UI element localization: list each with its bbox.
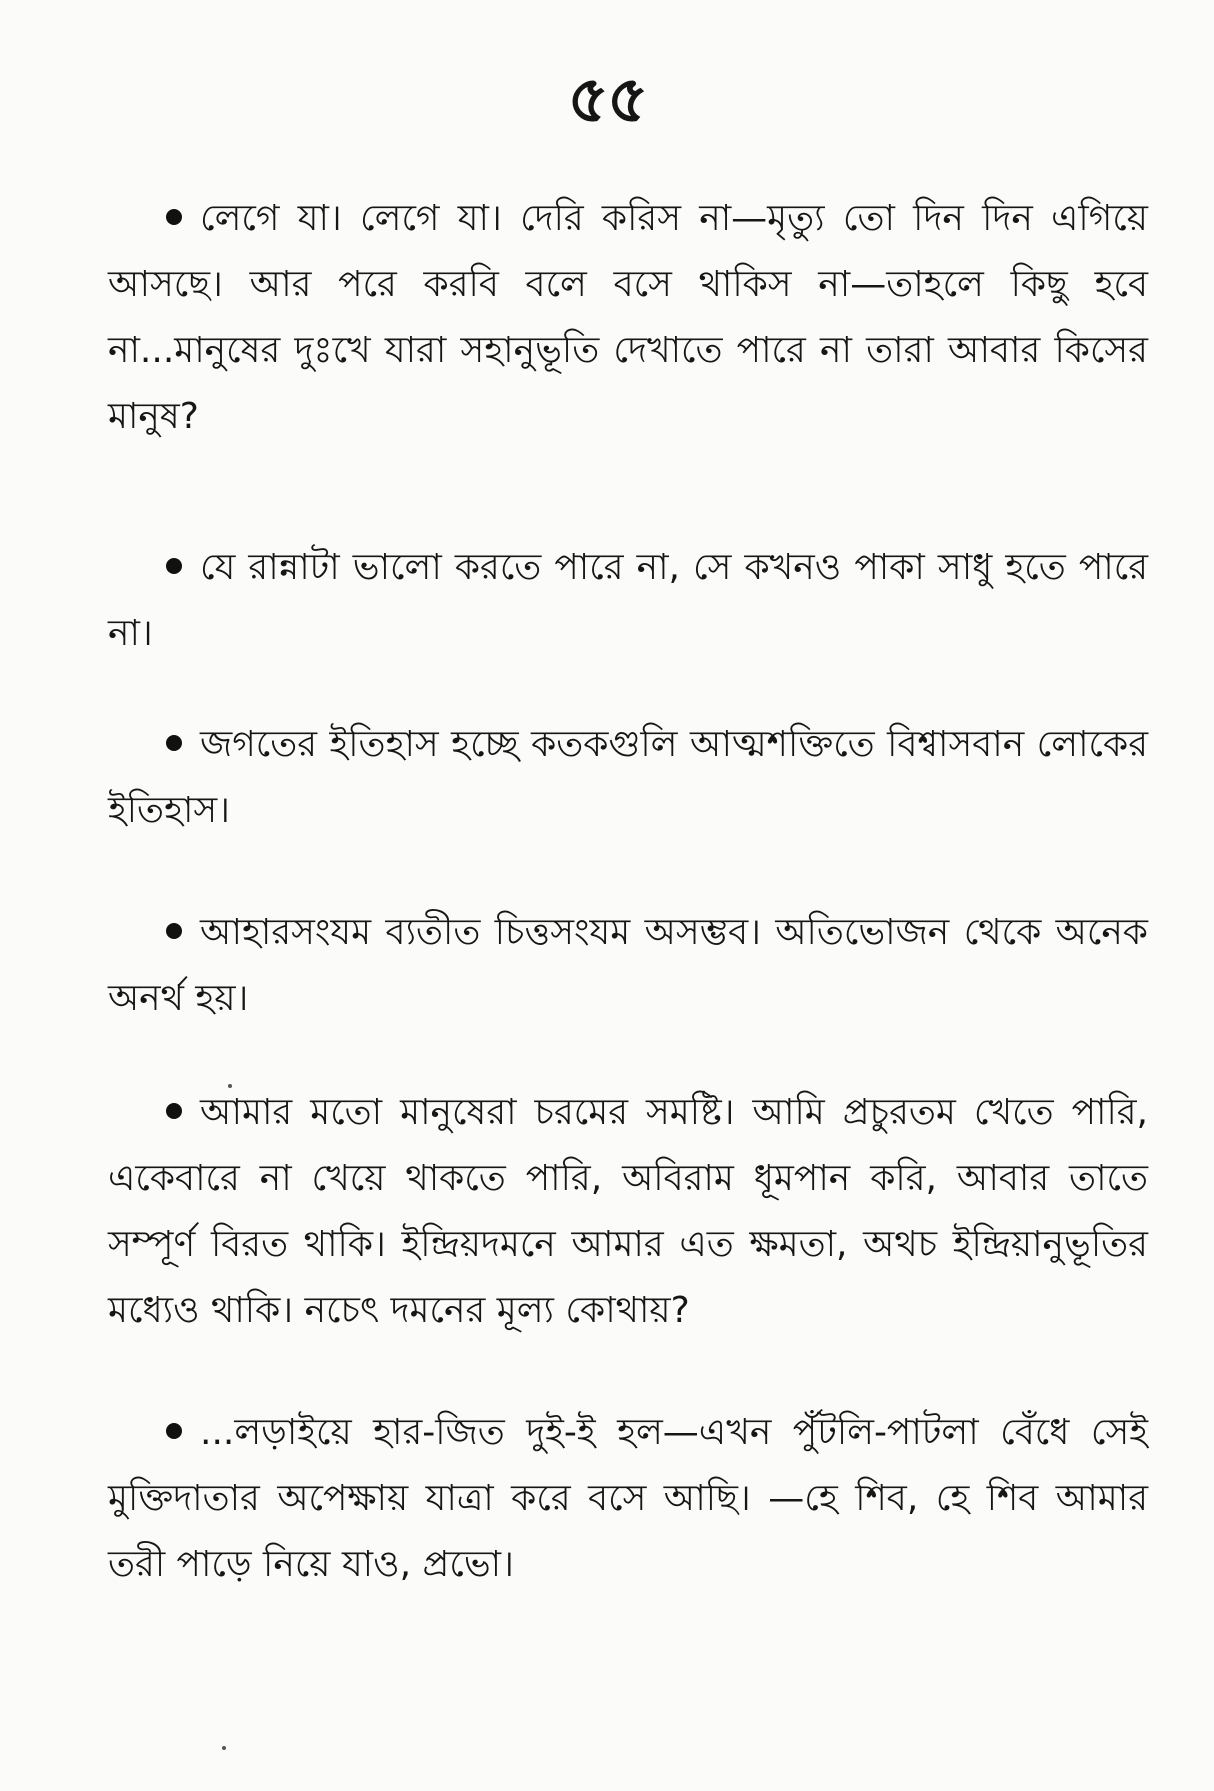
bullet-icon	[166, 923, 182, 939]
quote-2-text: যে রান্নাটা ভালো করতে পারে না, সে কখনও পাকা সাধু হতে পারে না।	[108, 547, 1148, 654]
quote-4-text: আহারসংযম ব্যতীত চিত্তসংযম অসম্ভব। অতিভোজন থেকে অনেক অনর্থ হয়।	[108, 912, 1148, 1019]
quote-6-text: ...লড়াইয়ে হার-জিত দুই-ই হল—এখন পুঁটলি-পাটলা বেঁধে সেই মুক্তিদাতার অপেক্ষায় যাত্রা করে বসে আছি। —হে শিব, হে শিব আমার তরী পাড়ে নিয়ে যাও, প্রভো।	[108, 1412, 1148, 1585]
quote-1	[108, 186, 1148, 450]
quote-3	[108, 712, 1148, 844]
quote-2	[108, 535, 1148, 667]
quote-3-text: জগতের ইতিহাস হচ্ছে কতকগুলি আত্মশক্তিতে বিশ্বাসবান লোকের ইতিহাস।	[108, 724, 1148, 831]
print-speck	[228, 1084, 232, 1088]
quote-6	[108, 1400, 1148, 1598]
page-number: ৫৫	[567, 62, 647, 137]
quote-5-text: আমার মতো মানুষেরা চরমের সমষ্টি। আমি প্রচুরতম খেতে পারি, একেবারে না খেয়ে থাকতে পারি, অবিরাম ধূমপান করি, আবার তাতে সম্পূর্ণ বিরত থাকি। ইন্দ্রিয়দমনে আমার এত ক্ষমতা, অথচ ইন্দ্রিয়ানুভূতির মধ্যেও থাকি। নচেৎ দমনের মূল্য কোথায়?	[108, 1092, 1148, 1331]
bullet-icon	[166, 209, 182, 225]
bullet-icon	[166, 1103, 182, 1119]
quote-4	[108, 900, 1148, 1032]
bullet-icon	[166, 558, 182, 574]
print-speck	[222, 1746, 226, 1750]
bullet-icon	[166, 735, 182, 751]
bullet-icon	[166, 1423, 182, 1439]
quote-1-text: লেগে যা। লেগে যা। দেরি করিস না—মৃত্যু তো দিন দিন এগিয়ে আসছে। আর পরে করবি বলে বসে থাকিস না—তাহলে কিছু হবে না...মানুষের দুঃখে যারা সহানুভূতি দেখাতে পারে না তারা আবার কিসের মানুষ?	[108, 198, 1148, 437]
quote-5	[108, 1080, 1148, 1344]
